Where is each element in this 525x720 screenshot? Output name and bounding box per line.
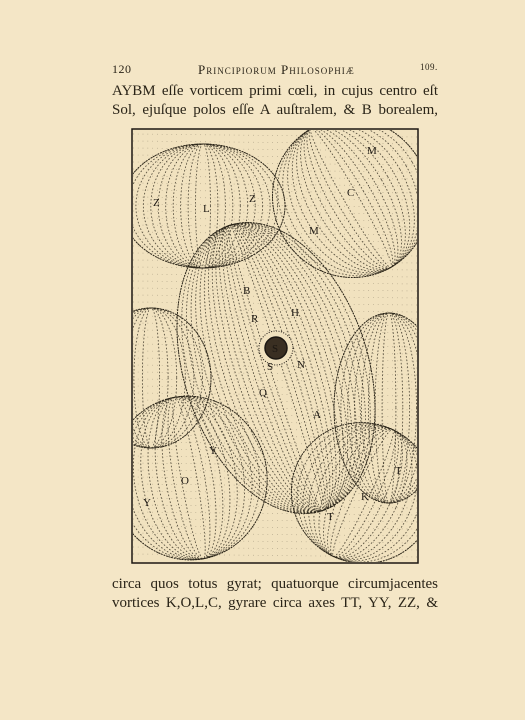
- label-S-sun: S: [272, 343, 279, 355]
- page-number: 120: [112, 62, 132, 76]
- text-line-2: Sol, ejuſque polos eſſe A auſtralem, & B borealem,: [112, 102, 438, 118]
- label-C: C: [347, 187, 355, 199]
- label-A: A: [313, 409, 321, 421]
- label-L: L: [203, 203, 210, 215]
- text-line-1: AYBM eſſe vorticem primi cœli, in cujus centro eſt: [112, 83, 438, 99]
- label-Z-right: Z: [249, 193, 256, 205]
- label-R: R: [251, 313, 259, 325]
- label-Q: Q: [259, 387, 267, 399]
- label-M-top: M: [367, 145, 377, 157]
- text-line-4: vortices K,O,L,C, gyrare circa axes TT, YY, ZZ, &: [112, 595, 438, 611]
- text-line-3: circa quos totus gyrat; quatuorque circumjacentes: [112, 576, 438, 592]
- label-Y-left: Y: [143, 497, 151, 509]
- label-H: H: [291, 307, 299, 319]
- running-head: Principiorum Philosophiæ: [198, 62, 355, 77]
- label-B: B: [243, 285, 251, 297]
- label-Z-left: Z: [153, 197, 160, 209]
- label-T-right: T: [395, 465, 402, 477]
- label-S: S: [267, 361, 274, 373]
- label-N: N: [297, 359, 305, 371]
- label-T-bottom: T: [327, 511, 334, 523]
- label-M-mid: M: [309, 225, 319, 237]
- label-K: K: [361, 491, 369, 503]
- vortex-diagram: [131, 128, 419, 564]
- label-O: O: [181, 475, 189, 487]
- signature-mark: 109.: [420, 62, 438, 72]
- vortex-figure: [131, 128, 419, 564]
- label-Y-mid: Y: [209, 445, 217, 457]
